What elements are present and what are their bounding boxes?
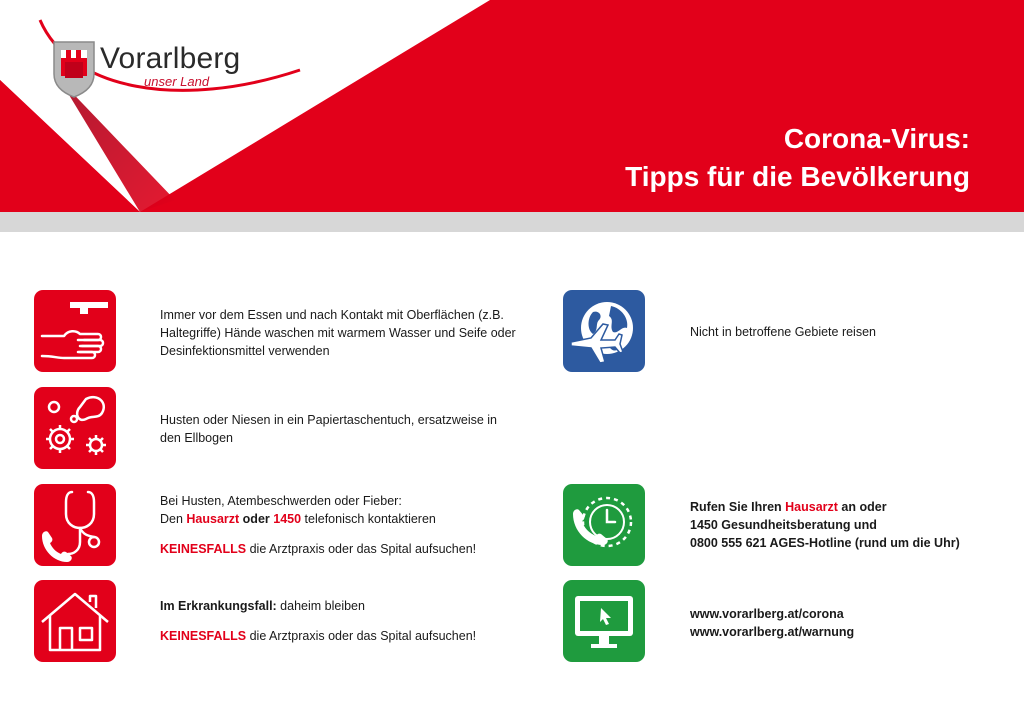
tip-call-line1 [690,498,1010,516]
tip-call-text [690,498,1010,552]
stethoscope-phone-icon [34,484,116,566]
tip-handwash-text: Immer vor dem Essen und nach Kontakt mit Oberflächen (z.B. Haltegriffe) Hände waschen mit warmem Wasser und Seife oder Desinfektionsmittel verwenden [160,308,516,358]
tip-doctor-text [160,492,540,558]
link-warnung[interactable]: www.vorarlberg.at/warnung [690,625,855,639]
coat-of-arms-icon [52,40,96,98]
tip-doctor-line2 [160,510,540,528]
tip-doctor-warning [160,540,540,558]
title-line-1: Corona-Virus: [783,123,970,154]
monitor-icon [563,580,645,662]
virus-icon [34,387,116,469]
logo-name: Vorarlberg [100,42,241,75]
tip-web-links [690,605,1010,641]
tip-home-rest: daheim bleiben [276,599,365,613]
link-corona[interactable]: www.vorarlberg.at/corona [690,607,844,621]
hotline-1450-highlight: 1450 [273,512,302,526]
house-icon [34,580,116,662]
tip-home-line1 [160,597,540,615]
hand-washing-icon [34,290,116,372]
hausarzt-highlight: Hausarzt [785,500,838,514]
tip-call-line2: 1450 Gesundheitsberatung und [690,518,877,532]
warning-keinesfalls: KEINESFALLS [160,542,247,556]
tip-doctor-line2-b: telefonisch kontaktieren [301,512,436,526]
tip-home-text [160,597,540,645]
tip-home-warning [160,627,540,645]
tip-call-line1-b: an oder [837,500,887,514]
warning-rest: die Arztpraxis oder das Spital aufsuchen! [246,542,477,556]
hausarzt-highlight: Hausarzt [186,512,240,526]
tip-call-line1-a: Rufen Sie Ihren [690,500,786,514]
globe-airplane-icon [563,290,645,372]
tip-doctor-line2-a: Den [160,512,187,526]
tip-doctor-oder: oder [239,512,274,526]
tip-travel-text: Nicht in betroffene Gebiete reisen [690,325,876,339]
logo-tagline: unser Land [144,74,210,89]
tip-call-line3: 0800 555 621 AGES-Hotline (rund um die Uhr) [690,536,960,550]
phone-clock-icon [563,484,645,566]
vorarlberg-logo [52,40,312,110]
header-banner [0,0,1024,240]
page-title [625,120,970,196]
tip-doctor-line1: Bei Husten, Atembeschwerden oder Fieber: [160,494,402,508]
tip-home-strong: Im Erkrankungsfall: [160,599,277,613]
title-line-2: Tipps für die Bevölkerung [625,161,970,192]
tip-cough-text: Husten oder Niesen in ein Papiertaschentuch, ersatzweise in den Ellbogen [160,413,497,445]
warning-rest: die Arztpraxis oder das Spital aufsuchen! [246,629,477,643]
warning-keinesfalls: KEINESFALLS [160,629,247,643]
